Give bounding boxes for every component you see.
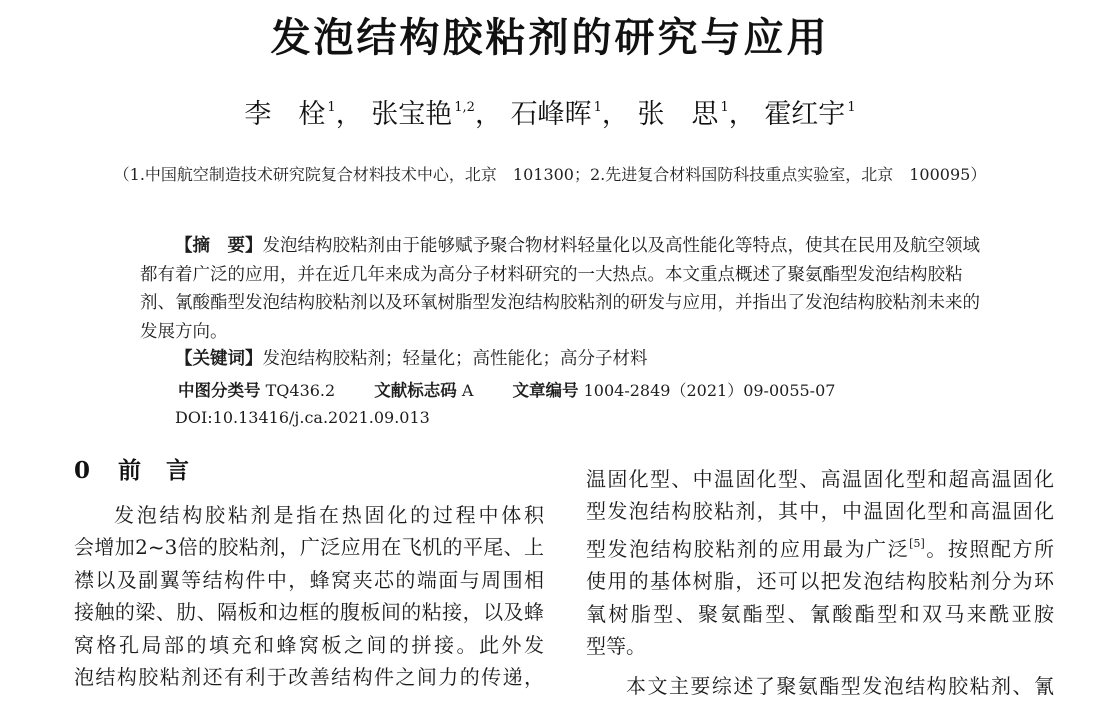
author-name: 李 栓 (244, 99, 326, 130)
body-column-right (586, 463, 1054, 703)
document-code-value: A (461, 381, 474, 400)
classification-line (178, 377, 998, 401)
author-name: 张 思 (637, 99, 719, 130)
section-heading (74, 452, 190, 485)
clc-label: 中图分类号 (178, 381, 261, 400)
author-affiliation-mark: 1,2 (454, 100, 475, 115)
author-affiliation-mark: 1 (327, 100, 336, 115)
body-line: 窝格孔局部的填充和蜂窝板之间的拼接。此外发 (74, 632, 544, 657)
body-line: 型发泡结构胶粘剂，其中，中温固化型和高温固化 (586, 499, 1054, 524)
author-affiliation-mark: 1 (847, 100, 856, 115)
body-line: 使用的基体树脂，还可以把发泡结构胶粘剂分为环 (586, 569, 1054, 594)
section-title: 前 言 (118, 457, 191, 484)
affiliation: （1.中国航空制造技术研究院复合材料技术中心，北京 101300；2.先进复合材料国防科技重点实验室，北京 100095） (113, 165, 987, 184)
author-separator: ， (728, 99, 756, 130)
body-line: 会增加2~3倍的胶粘剂，广泛应用在飞机的平尾、上 (74, 535, 544, 560)
article-number-value: 1004-2849（2021）09-0055-07 (583, 381, 836, 400)
clc-value: TQ436.2 (265, 381, 336, 400)
keywords (175, 345, 995, 370)
citation-ref: [5] (909, 536, 925, 550)
body-text: 型发泡结构胶粘剂的应用最为广泛 (586, 536, 910, 561)
author-affiliation-mark: 1 (720, 100, 729, 115)
author-name: 石峰晖 (510, 99, 592, 130)
body-line: 襟以及副翼等结构件中，蜂窝夹芯的端面与周围相 (74, 567, 544, 592)
abstract-text: 发泡结构胶粘剂由于能够赋予聚合物材料轻量化以及高性能化等特点，使其在民用及航空领域都有着广泛的应用，并在近几年来成为高分子材料研究的一大热点。本文重点概述了聚氨酯型发泡结构胶粘剂、氰酸酯型发泡结构胶粘剂以及环氧树脂型发泡结构胶粘剂的研发与应用，并指出了发泡结构胶粘剂未来的发展方向。 (140, 236, 980, 342)
author-name: 霍红宇 (764, 99, 846, 130)
paper-title: 发泡结构胶粘剂的研究与应用 (270, 15, 830, 61)
author-separator: ， (601, 99, 629, 130)
body-line: 温固化型、中温固化型、高温固化型和超高温固化 (586, 467, 1054, 491)
keywords-label: 【关键词】 (175, 349, 263, 369)
body-line: 型等。 (586, 634, 646, 659)
author-affiliation-mark: 1 (593, 100, 602, 115)
author-separator: ， (335, 99, 363, 130)
body-line: 接触的梁、肋、隔板和边框的腹板间的粘接，以及蜂 (74, 600, 544, 625)
author-list (0, 92, 1100, 131)
body-column-left (74, 499, 544, 693)
abstract-label: 【摘 要】 (175, 236, 263, 256)
author-separator: ， (474, 99, 502, 130)
body-line: 发泡结构胶粘剂是指在热固化的过程中体积 (114, 503, 544, 527)
body-line: 本文主要综述了聚氨酯型发泡结构胶粘剂、氰 (626, 674, 1054, 699)
doi: DOI:10.13416/j.ca.2021.09.013 (175, 408, 430, 427)
abstract (140, 232, 990, 346)
body-text: 。按照配方所 (924, 536, 1055, 561)
section-number: 0 (74, 457, 92, 484)
document-code-label: 文献标志码 (374, 381, 457, 400)
body-line (586, 528, 1054, 565)
body-line: 氧树脂型、聚氨酯型、氰酸酯型和双马来酰亚胺 (586, 601, 1054, 626)
author-name: 张宝艳 (371, 99, 453, 130)
body-line: 泡结构胶粘剂还有利于改善结构件之间力的传递， (74, 665, 544, 690)
article-number-label: 文章编号 (512, 381, 579, 400)
keywords-text: 发泡结构胶粘剂；轻量化；高性能化；高分子材料 (262, 349, 648, 369)
